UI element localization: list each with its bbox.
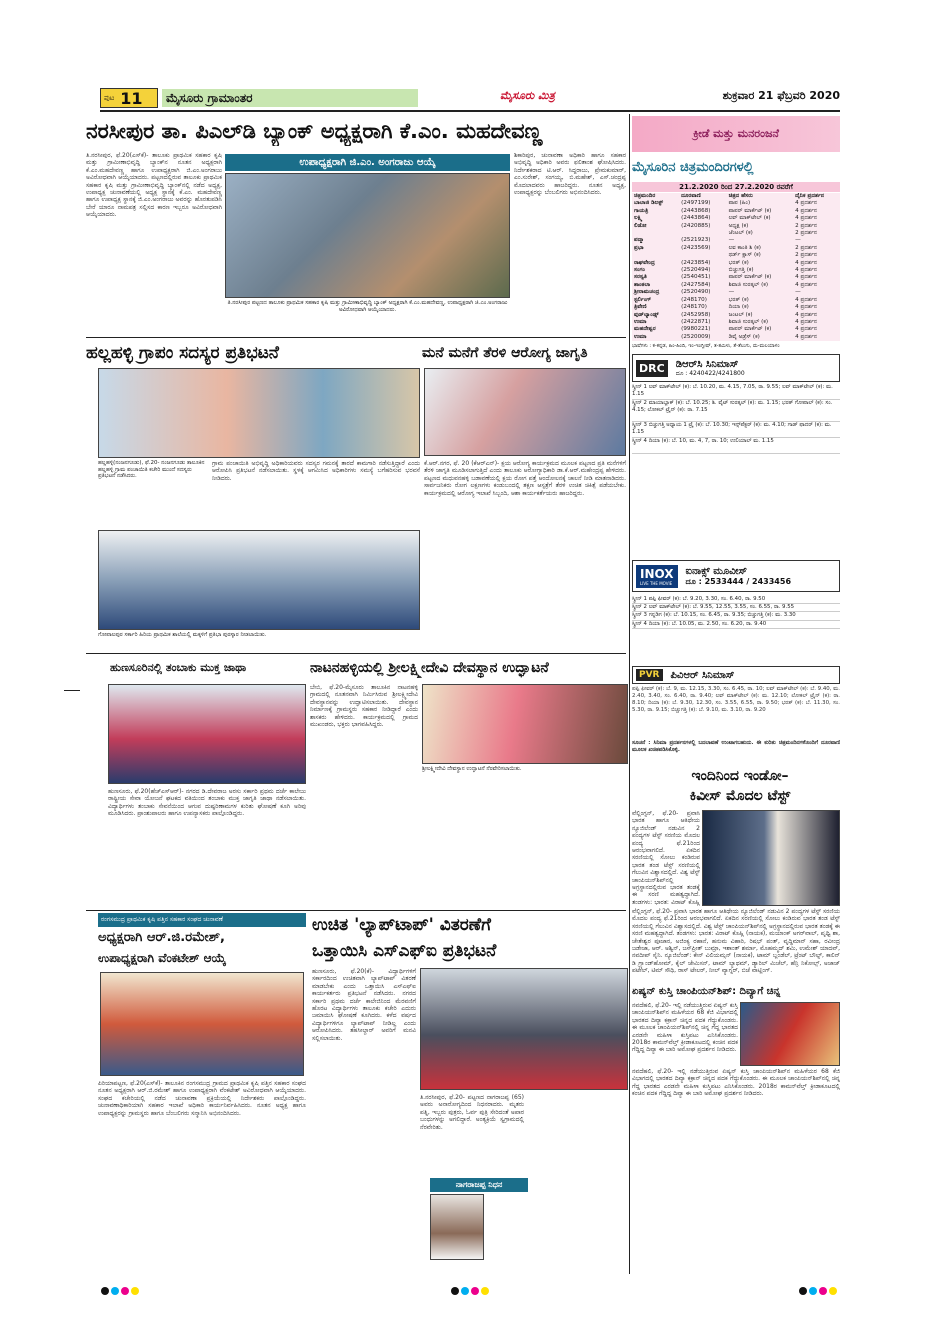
cinema-row [632,297,840,304]
cinema-shows: 4 ಪ್ರದರ್ಶನ [795,207,818,214]
inox-row: ಸ್ಕ್ರೀನ್ 3 ಗನ್ನಡಿಗ (ಕ): ಬೆ. 10.15, ಸಂ. 6.45, ರಾ. 9.35; ಬಿಚ್ಚುಗತ್ತಿ (ಕ): ಮ. 3.30 [632,612,840,620]
cinema-theatre: ಲಕ್ಷ್ಮಿ [634,215,643,222]
cinema-shows: 2 ಪ್ರದರ್ಶನ [795,252,818,259]
page-label: ಪುಟ [104,93,115,102]
cinema-theatre: ಪದ್ಮಾ [634,237,644,244]
cinema-row [632,260,840,267]
cinema-table-header [632,193,840,200]
health-body: ಕೆ.ಆರ್.ನಗರ, ಫೆ. 20 (ಕೆಆರ್‌ಎನ್)- ಕ್ಷಯ ಆರೋಗ್ಯ ಕಾರ್ಯಕ್ರಮದ ಮೂಲಕ ಪಟ್ಟಣದ ಪ್ರತಿ ಮನೆಗಳಿಗೆ ತೆರಳಿ ಜಾಗೃತಿ ಮೂಡಿಸಲಾಗುತ್ತಿದೆ ಎಂದು ತಾಲೂಕು ಆರೋಗ್ಯಾಧಿಕಾರಿ ಡಾ.ಕೆ.ಆರ್.ಮಹೇಂದ್ರಪ್ಪ ಹೇಳಿದರು. ಪಟ್ಟಣದ ಮಧುವನಹಳ್ಳಿ ಬಡಾವಣೆಯಲ್ಲಿ ಕ್ಷಯ ರೋಗ ಪತ್ತೆ ಆಂದೋಲನಕ್ಕೆ ಚಾಲನೆ ನೀಡಿ ಮಾತನಾಡಿದರು. ಸಾರ್ವಜನಿಕರು ರೋಗ ಲಕ್ಷಣಗಳು ಕಂಡುಬಂದಲ್ಲಿ ತಕ್ಷಣ ಆಸ್ಪತ್ರೆಗೆ ತೆರಳಿ ಉಚಿತ ಚಿಕಿತ್ಸೆ ಪಡೆಯಬೇಕು. ಕಾರ್ಯಕ್ರಮದಲ್ಲಿ ಆರೋಗ್ಯ ಇಲಾಖೆ ಸಿಬ್ಬಂದಿ, ಆಶಾ ಕಾರ್ಯಕರ್ತೆಯರು ಹಾಜರಿದ್ದರು. [424,460,626,497]
drc-row: ಸ್ಕ್ರೀನ್ 1 ಲವ್ ಮಾಕ್‌ಟೇಲ್ (ಕ): ಬೆ. 10.20, ಮ. 4.15, 7.05, ರಾ. 9.55; ಲವ್ ಮಾಕ್‌ಟೇಲ್ (ಕ): ಮ. 1.15 [632,384,840,400]
inox-row: ಸ್ಕ್ರೀನ್ 1 ಪಪ್ಪಿ ಫೀವರ್ (ಕ): ಬೆ. 9.20, 3.30, ಸಂ. 6.40, ರಾ. 9.50 [632,596,840,604]
drc-row: ಸ್ಕ್ರೀನ್ 2 ಮಾಯಾಬ್ಲಾಕ್ (ಕ): ಬೆ. 10.25; ಶಿ. ವೈಟ್ ಸುರತ್ಕಲ್ (ಕ): ಮ. 1.15; ಭರತ್ ಗೋಪಾಲ್ (ಕ): ಸಂ. 4.15; ಲೋಕಲ್ ಟ್ರೈನ್ (ಕ): ರಾ. 7.15 [632,400,840,422]
laptop-photo [420,968,628,1090]
cinema-row [632,312,840,319]
cinema-shows: 4 ಪ್ರದರ್ಶನ [795,259,818,266]
cinema-shows: 2 ಪ್ರದರ್ಶನ [795,222,818,229]
lead-headline: ನರಸೀಪುರ ತಾ. ಪಿಎಲ್‌ಡಿ ಬ್ಯಾಂಕ್ ಅಧ್ಯಕ್ಷರಾಗಿ ಕೆ.ಎಂ. ಮಹದೇವಣ್ಣ [86,119,543,143]
cinema-phone: (2422871) [681,318,711,325]
registration-dots-left [100,1280,140,1299]
cinema-title: ಮೈಸೂರಿನ ಚಿತ್ರಮಂದಿರಗಳಲ್ಲಿ [632,160,754,175]
drc-logo: DRC [636,360,668,377]
cinema-row [632,267,840,274]
cinema-date-range: 21.2.2020 ರಿಂದ 27.2.2020 ರವರೆಗೆ [632,182,840,192]
cooperative-headline-1: ಅಧ್ಯಕ್ಷರಾಗಿ ಆರ್.ಜಿ.ರಮೇಶ್, [98,930,225,945]
header-rule [100,110,840,112]
cinema-col-phone: ದೂರವಾಣಿ [681,193,701,199]
cinema-theatre: ಸ್ಟರ್ಲಿಂಗ್ [634,296,652,303]
cricket-body-top: ವೆಲ್ಲಿಂಗ್ಟನ್, ಫೆ.20- ಪ್ರವಾಸಿ ಭಾರತ ಹಾಗೂ ಆತಿಥೇಯ ನ್ಯೂಜಿಲೆಂಡ್ ನಡುವಿನ 2 ಪಂದ್ಯಗಳ ಟೆಸ್ಟ್ ಸರಣಿಯ ಮೊದಲ ಪಂದ್ಯ ಫೆ.21ರಿಂದ ಆರಂಭವಾಗಲಿದೆ. ಏಕದಿನ ಸರಣಿಯಲ್ಲಿ ಸೋಲು ಕಂಡಿರುವ ಭಾರತ ತಂಡ ಟೆಸ್ಟ್ ಸರಣಿಯಲ್ಲಿ ಗೆಲುವಿನ ವಿಶ್ವಾಸದಲ್ಲಿದೆ. ವಿಶ್ವ ಟೆಸ್ಟ್ ಚಾಂಪಿಯನ್‌ಶಿಪ್‌ನಲ್ಲಿ ಅಗ್ರಸ್ಥಾನದಲ್ಲಿರುವ ಭಾರತ ತಂಡಕ್ಕೆ ಈ ಸರಣಿ ಮಹತ್ವದ್ದಾಗಿದೆ. ತಂಡಗಳು: ಭಾರತ: ವಿರಾಟ್ ಕೊಹ್ಲಿ [632,810,700,906]
cooperative-body: ಪಿರಿಯಾಪಟ್ಟಣ, ಫೆ.20(ಎಸ್‌ಕೆ)- ತಾಲೂಕಿನ ರಂಗಸಮುದ್ರ ಗ್ರಾಮದ ಪ್ರಾಥಮಿಕ ಕೃಷಿ ಪತ್ತಿನ ಸಹಕಾರ ಸಂಘದ ನೂತನ ಅಧ್ಯಕ್ಷರಾಗಿ ಆರ್.ಜಿ.ರಮೇಶ್ ಹಾಗೂ ಉಪಾಧ್ಯಕ್ಷರಾಗಿ ವೆಂಕಟೇಶ್ ಅವಿರೋಧವಾಗಿ ಆಯ್ಕೆಯಾದರು. ಸಂಘದ ಕಚೇರಿಯಲ್ಲಿ ನಡೆದ ಚುನಾವಣಾ ಪ್ರಕ್ರಿಯೆಯಲ್ಲಿ ನಿರ್ದೇಶಕರು ಪಾಲ್ಗೊಂಡಿದ್ದರು. ಚುನಾವಣಾಧಿಕಾರಿಯಾಗಿ ಸಹಕಾರ ಇಲಾಖೆ ಅಧಿಕಾರಿ ಕಾರ್ಯನಿರ್ವಹಿಸಿದರು. ನೂತನ ಅಧ್ಯಕ್ಷ ಹಾಗೂ ಉಪಾಧ್ಯಕ್ಷರನ್ನು ಗ್ರಾಮಸ್ಥರು ಹಾಗೂ ಬೆಂಬಲಿಗರು ಸನ್ಮಾನಿಸಿ ಅಭಿನಂದಿಸಿದರು. [98,1080,306,1117]
cinema-theatre: ಶಾಂತಲಾ [634,281,651,288]
entertainment-banner [632,116,840,152]
obituary-photo [430,1194,484,1260]
inox-title: ಐನಾಕ್ಸ್ ಮೂವೀಸ್ [685,565,748,577]
cinema-shows: 4 ಪ್ರದರ್ಶನ [795,333,818,340]
drc-row: ಸ್ಕ್ರೀನ್ 3 ಬಿಚ್ಚುಗತ್ತಿ ಅಧ್ಯಾಯ 1 ಟ್ರೈ (ಕ): ಬೆ. 10.30; ಇನ್ಸ್‌ಪೆಕ್ಟರ್ (ಕ): ಮ. 4.10; ಗಾಡ್ ಫಾದರ್ (ಕ): ಮ. 1.15 [632,422,840,438]
temple-body: ಬೇಬಿ, ಫೆ.20-ಮೈಸೂರು ತಾಲೂಕಿನ ನಾಟನಹಳ್ಳಿ ಗ್ರಾಮದಲ್ಲಿ ನೂತನವಾಗಿ ನಿರ್ಮಿಸಿರುವ ಶ್ರೀಲಕ್ಷ್ಮೀದೇವಿ ದೇವಸ್ಥಾನವನ್ನು ಉದ್ಘಾಟಿಸಲಾಯಿತು. ದೇವಸ್ಥಾನ ನಿರ್ಮಾಣಕ್ಕೆ ಗ್ರಾಮಸ್ಥರು ಸಹಕಾರ ನೀಡಿದ್ದಾರೆ ಎಂದು ಶಾಸಕರು ಹೇಳಿದರು. ಕಾರ್ಯಕ್ರಮದಲ್ಲಿ ಗ್ರಾಮದ ಮುಖಂಡರು, ಭಕ್ತರು ಭಾಗವಹಿಸಿದ್ದರು. [310,684,418,729]
hallahalli-caption-1: ಹಲ್ಲಹಳ್ಳಿ(ನಂಜನಗೂಡು), ಫೆ.20- ನಂಜನಗೂಡು ತಾಲೂಕಿನ ಹಲ್ಲಹಳ್ಳಿ ಗ್ರಾಮ ಪಂಚಾಯಿತಿ ಕಚೇರಿ ಮುಂದೆ ಸದಸ್ಯರು ಪ್ರತಿಭಟನೆ ನಡೆಸಿದರು. [98,460,205,479]
inox-phone: ದೂ : 2533444 / 2433456 [685,576,792,586]
lead-body-left: ತಿ.ನರಸೀಪುರ, ಫೆ.20(ಎಸ್‌ಕೆ)- ತಾಲೂಕು ಪ್ರಾಥಮಿಕ ಸಹಕಾರ ಕೃಷಿ ಮತ್ತು ಗ್ರಾಮೀಣಾಭಿವೃದ್ಧಿ ಬ್ಯಾಂಕ್‌ನ ನೂತನ ಅಧ್ಯಕ್ಷರಾಗಿ ಕೆ.ಎಂ.ಮಹದೇವಣ್ಣ ಹಾಗೂ ಉಪಾಧ್ಯಕ್ಷರಾಗಿ ಜಿ.ಎಂ.ಅಂಗರಾಜು ಅವಿರೋಧವಾಗಿ ಆಯ್ಕೆಯಾದರು. ಪಟ್ಟಣದಲ್ಲಿರುವ ತಾಲೂಕು ಪ್ರಾಥಮಿಕ ಸಹಕಾರ ಕೃಷಿ ಮತ್ತು ಗ್ರಾಮೀಣಾಭಿವೃದ್ಧಿ ಬ್ಯಾಂಕ್‌ನಲ್ಲಿ ನಡೆದ ಅಧ್ಯಕ್ಷ, ಉಪಾಧ್ಯಕ್ಷ ಚುನಾವಣೆಯಲ್ಲಿ ಅಧ್ಯಕ್ಷ ಸ್ಥಾನಕ್ಕೆ ಕೆ.ಎಂ. ಮಹದೇವಣ್ಣ ಹಾಗೂ ಉಪಾಧ್ಯಕ್ಷ ಸ್ಥಾನಕ್ಕೆ ಜಿ.ಎಂ.ಅಂಗರಾಜು ಅವರನ್ನು ಹೊರತುಪಡಿಸಿ ಬೇರೆ ಯಾರೂ ನಾಮಪತ್ರ ಸಲ್ಲಿಸದ ಕಾರಣ ಇಬ್ಬರೂ ಅವಿರೋಧವಾಗಿ ಆಯ್ಕೆಯಾದರು. [86,152,222,219]
cinema-shows: 2 ಪ್ರದರ್ಶನ [795,244,818,251]
registration-dot [451,1287,459,1295]
column-rule-right [629,114,630,1274]
cinema-phone: (2540451) [681,274,711,281]
mid-rule [86,653,626,654]
cinema-row [632,282,840,289]
registration-dot [461,1287,469,1295]
lead-body-right: ಶಿಕಾರಿಪುರ, ಚುನಾವಣಾ ಅಧಿಕಾರಿ ಹಾಗೂ ಸಹಕಾರ ಅಭಿವೃದ್ಧಿ ಅಧಿಕಾರಿ ಅವರು ಫಲಿತಾಂಶ ಘೋಷಿಸಿದರು. ನಿರ್ದೇಶಕರಾದ ಟಿ.ಆರ್. ಸಿದ್ದರಾಜು, ಪ್ರೇಮಕುಮಾರ್, ಎಂ.ಸುರೇಶ್, ಸಂಗಯ್ಯ, ಬಿ.ಮಹೇಶ್, ಎಸ್.ಚಂದ್ರಪ್ಪ ಮೊದಲಾದವರು ಹಾಜರಿದ್ದರು. ನೂತನ ಅಧ್ಯಕ್ಷ, ಉಪಾಧ್ಯಕ್ಷರನ್ನು ಬೆಂಬಲಿಗರು ಅಭಿನಂದಿಸಿದರು. [514,152,626,197]
cinema-row [632,245,840,252]
cinema-film: ಪಾಪ (ಹಿಂ) [728,200,751,207]
cinema-table-body [632,200,840,341]
entertainment-banner-label: ಕ್ರೀಡೆ ಮತ್ತು ಮನರಂಜನೆ [693,127,779,140]
cinema-shows: 4 ಪ್ರದರ್ಶನ [795,326,818,333]
wrestling-photo [740,1002,840,1066]
registration-dot [131,1287,139,1295]
lead-subhead: ಉಪಾಧ್ಯಕ್ಷರಾಗಿ ಜಿ.ಎಂ. ಅಂಗರಾಜು ಆಯ್ಕೆ [225,154,510,171]
cinema-phone: (2443868) [681,207,711,214]
cinema-phone: (2497199) [681,200,711,207]
hallahalli-photo-2 [98,530,420,630]
cinema-phone: (2520009) [681,333,711,340]
drc-row: ಸ್ಕ್ರೀನ್ 4 ದಿಯಾ (ಕ): ಬೆ. 10, ಮ. 4, 7, ರಾ. 10; ಉಲಿಯಾಲ್ ಮ. 1.15 [632,438,840,454]
laptop-body-2: ತಿ.ನರಸೀಪುರ, ಫೆ.20- ಪಟ್ಟಣದ ನಾಗರಾಜಪ್ಪ (65) ಅವರು ಅನಾರೋಗ್ಯದಿಂದ ನಿಧನರಾದರು. ಮೃತರು ಪತ್ನಿ, ಇಬ್ಬರು ಪುತ್ರರು, ಓರ್ವ ಪುತ್ರಿ ಸೇರಿದಂತೆ ಅಪಾರ ಬಂಧುಗಳನ್ನು ಅಗಲಿದ್ದಾರೆ. ಅಂತ್ಯಕ್ರಿಯೆ ಸ್ವಗ್ರಾಮದಲ್ಲಿ ನೆರವೇರಿತು. [420,1094,524,1131]
cinema-shows: 4 ಪ್ರದರ್ಶನ [795,274,818,281]
registration-dot [829,1287,837,1295]
inox-logo [636,565,678,588]
cinema-shows: 4 ಪ್ರದರ್ಶನ [795,281,818,288]
temple-headline: ನಾಟನಹಳ್ಳಿಯಲ್ಲಿ ಶ್ರೀಲಕ್ಷ್ಮೀದೇವಿ ದೇವಸ್ಥಾನ ಉದ್ಘಾಟನೆ [310,660,549,676]
cinema-theatre: ಸಂಗಂ [634,267,645,274]
cinema-row [632,289,840,296]
cinema-film: ಡಿವೈ ಅಡ್ರೆಸ್ (ಕ) [728,333,760,340]
cinema-phone: (2452958) [681,311,711,318]
cinema-shows: 2 ಪ್ರದರ್ಶನ [795,230,818,237]
issue-date: ಶುಕ್ರವಾರ 21 ಫೆಬ್ರವರಿ 2020 [722,89,840,102]
cinema-film: ಭರತ್ (ಕ) [728,296,749,303]
cinema-shows: 4 ಪ್ರದರ್ಶನ [795,304,818,311]
pvr-logo: PVR [636,669,663,681]
registration-dot [481,1287,489,1295]
lead-photo-caption: ತಿ.ನರಸೀಪುರ ಪಟ್ಟಣದ ತಾಲೂಕು ಪ್ರಾಥಮಿಕ ಸಹಕಾರ ಕೃಷಿ ಮತ್ತು ಗ್ರಾಮೀಣಾಭಿವೃದ್ಧಿ ಬ್ಯಾಂಕ್ ಅಧ್ಯಕ್ಷರಾಗಿ ಕೆ.ಎಂ.ಮಹದೇವಣ್ಣ, ಉಪಾಧ್ಯಕ್ಷರಾಗಿ ಜಿ.ಎಂ.ಅಂಗರಾಜು ಅವಿರೋಧವಾಗಿ ಆಯ್ಕೆಯಾದರು. [227,300,508,313]
wrestling-body-top: ನವದೆಹಲಿ, ಫೆ.20- ಇಲ್ಲಿ ನಡೆಯುತ್ತಿರುವ ಏಷ್ಯನ್ ಕುಸ್ತಿ ಚಾಂಪಿಯನ್‌ಶಿಪ್‌ನ ಮಹಿಳೆಯರ 68 ಕೆಜಿ ವಿಭಾಗದಲ್ಲಿ ಭಾರತದ ದಿವ್ಯಾ ಕಕ್ರಾನ್ ಚಿನ್ನದ ಪದಕ ಗೆದ್ದುಕೊಂಡರು. ಈ ಮೂಲಕ ಚಾಂಪಿಯನ್‌ಶಿಪ್‌ನಲ್ಲಿ ಚಿನ್ನ ಗೆದ್ದ ಭಾರತದ ಎರಡನೇ ಮಹಿಳಾ ಕುಸ್ತಿಪಟು ಎನಿಸಿಕೊಂಡರು. 2018ರ ಕಾಮನ್‌ವೆಲ್ತ್ ಕ್ರೀಡಾಕೂಟದಲ್ಲಿ ಕಂಚಿನ ಪದಕ ಗೆದ್ದಿದ್ದ ದಿವ್ಯಾ ಈ ಬಾರಿ ಅಮೋಘ ಪ್ರದರ್ಶನ ನೀಡಿದರು. [632,1002,738,1054]
cinema-row [632,223,840,230]
cinema-shows: 4 ಪ್ರದರ್ಶನ [795,215,818,222]
cinema-phone: (2520494) [681,267,711,274]
cinema-theatre: ಮಹದೇಶ್ವರ [634,326,656,333]
cinema-phone: (9980221) [681,326,711,333]
cinema-phone: (248170) [681,296,707,303]
drc-rows [632,384,840,454]
cinema-theatre: ಲಿಡೋ [634,222,647,229]
cinema-theatre: ಶ್ರೀರಾಮಚಂದ್ರ [634,289,660,296]
cinema-film: ಪಾಪರ್ ಮಾರ್ಕೆಟ್ (ಕ) [728,207,772,214]
cinema-row [632,334,840,341]
cinema-col-shows: ದೈನಿಕ ಪ್ರದರ್ಶನ [795,193,825,199]
hallahalli-caption-2: ಗೋಪಾಲಪುರ ಸರ್ಕಾರಿ ಹಿರಿಯ ಪ್ರಾಥಮಿಕ ಶಾಲೆಯಲ್ಲಿ ಮಕ್ಕಳಿಗೆ ಪ್ರತಿಭಾ ಪುರಸ್ಕಾರ ನೀಡಲಾಯಿತು. [98,632,267,638]
hallahalli-headline: ಹಲ್ಲಹಳ್ಳಿ ಗ್ರಾಪಂ ಸದಸ್ಯರ ಪ್ರತಿಭಟನೆ [86,343,279,363]
pvr-title: ಪಿವಿಆರ್ ಸಿನಿಮಾಸ್ [670,669,735,681]
cinema-theatre: ಸರಸ್ವತಿ [634,274,647,281]
health-headline: ಮನೆ ಮನೆಗೆ ತೆರಳಿ ಆರೋಗ್ಯ ಜಾಗೃತಿ [422,345,588,361]
cinema-theatre: ತ್ರಿವೇಣಿ [634,304,647,311]
cinema-row [632,215,840,222]
cinema-phone [679,230,726,237]
drc-phone: ದೂ : 4240422/4241800 [675,369,745,377]
inox-row: ಸ್ಕ್ರೀನ್ 4 ದಿಯಾ (ಕ): ಬೆ. 10.05, ಮ. 2.50, ಸಂ. 6.20, ರಾ. 9.40 [632,621,840,629]
cinema-shows: 4 ಪ್ರದರ್ಶನ [795,311,818,318]
cinema-film: ಅಧ್ಯಕ್ಷ (ಕ) [728,222,749,229]
pvr-body: ಪಪ್ಪಿ ಫೀವರ್ (ಕ): ಬೆ. 9, ಮ. 12.15, 3.30, ಸಂ. 6.45, ರಾ. 10; ಲವ್ ಮಾಕ್‌ಟೇಲ್ (ಕ): ಬೆ. 9.40, ಮ. 2.40, 3.40, ಸಂ. 6.40, ರಾ. 9.40; ಲವ್ ಮಾಕ್‌ಟೇಲ್ (ಕ): ಮ. 12.10; ಲೋಕಲ್ ಟ್ರೈನ್ (ಕ): ರಾ. 8.10; ದಿಯಾ (ಕ): ಬೆ. 9.30, 12.30, ಸಂ. 3.55, 6.55, ರಾ. 9.50; ಭರತ್ (ಕ): ಬೆ. 11.30, ಸಂ. 5.30, ರಾ. 9.15; ಬಿಚ್ಚುಗತ್ತಿ (ಕ): ಬೆ. 9.10, ಮ. 3.10, ರಾ. 9.20 [632,686,840,713]
cinema-row [632,200,840,207]
cinema-film: ಜಂಟಲ್ (ಕ) [728,311,753,318]
registration-dot [819,1287,827,1295]
cinema-phone: (2520490) [681,289,711,296]
cinema-row [632,274,840,281]
cinema-phone: (2443864) [681,215,711,222]
registration-dot [471,1287,479,1295]
registration-dot [809,1287,817,1295]
cinema-film: ಭರತ್ (ಕ) [728,259,749,266]
hallahalli-body: ಗ್ರಾಮ ಪಂಚಾಯಿತಿ ಅಭಿವೃದ್ಧಿ ಅಧಿಕಾರಿಯವರು ಸದಸ್ಯರ ಗಮನಕ್ಕೆ ತಾರದೆ ಕಾಮಗಾರಿ ನಡೆಸುತ್ತಿದ್ದಾರೆ ಎಂದು ಆರೋಪಿಸಿ ಪ್ರತಿಭಟನೆ ನಡೆಸಲಾಯಿತು. ಸ್ಥಳಕ್ಕೆ ಆಗಮಿಸಿದ ಅಧಿಕಾರಿಗಳು ಸಮಸ್ಯೆ ಬಗೆಹರಿಸುವ ಭರವಸೆ ನೀಡಿದರು. [212,460,420,482]
cinema-phone: (2427584) [681,281,711,288]
cinema-film: — [728,289,735,296]
temple-photo [422,684,628,764]
cinema-film: ಲವ್ ಮಾಕ್‌ಟೇಲ್ (ಕ) [728,215,771,222]
page-number-badge [100,88,158,108]
cinema-table [632,193,840,341]
cooperative-kicker: ರಂಗಸಮುದ್ರ ಪ್ರಾಥಮಿಕ ಕೃಷಿ ಪತ್ತಿನ ಸಹಕಾರ ಸಂಘದ ಚುನಾವಣೆ [98,913,306,927]
cinema-row [632,230,840,237]
margin-dash [64,690,80,691]
cinema-shows: 4 ಪ್ರದರ್ಶನ [795,200,818,207]
cinema-row [632,326,840,333]
cinema-shows: — [795,237,801,244]
cinema-phone: (248170) [681,304,707,311]
registration-dot [101,1287,109,1295]
cinema-film: ಥರ್ಡ್ ಕ್ಲಾಸ್ (ಕ) [728,252,761,259]
hallahalli-photo-1 [98,368,420,458]
temple-caption: ಶ್ರೀಲಕ್ಷ್ಮೀದೇವಿ ದೇವಸ್ಥಾನ ಉದ್ಘಾಟನೆ ನೆರವೇರಿಸಲಾಯಿತು. [422,766,522,772]
cinema-film: ಶಿವಾಜಿ ಸುರತ್ಕಲ್ (ಕ) [728,318,769,325]
registration-dots-center [450,1280,490,1299]
section-label: ಮೈಸೂರು ಗ್ರಾಮಾಂತರ [162,89,418,107]
hunsur-headline: ಹುಣಸೂರಿನಲ್ಲಿ ತಂಬಾಕು ಮುಕ್ತ ಜಾಥಾ [110,661,247,674]
health-photo [424,368,626,456]
inox-rows [632,596,840,662]
cinema-phone: (2521923) [681,237,711,244]
cinema-shows: — [795,289,801,296]
cinema-theatre [632,252,679,259]
cinema-col-theatre: ಚಿತ್ರಮಂದಿರ [634,193,656,199]
registration-dot [121,1287,129,1295]
inox-logo-text: INOX [640,566,674,581]
laptop-body: ಹುಣಸೂರು, ಫೆ.20(ಕೆ)- ವಿದ್ಯಾರ್ಥಿಗಳಿಗೆ ಸರ್ಕಾರದಿಂದ ಉಚಿತವಾಗಿ ಲ್ಯಾಪ್‌ಟಾಪ್ ವಿತರಣೆ ಮಾಡಬೇಕು ಎಂದು ಒತ್ತಾಯಿಸಿ ಎಸ್‌ಎಫ್‌ಐ ಕಾರ್ಯಕರ್ತರು ಪ್ರತಿಭಟನೆ ನಡೆಸಿದರು. ನಗರದ ಸರ್ಕಾರಿ ಪ್ರಥಮ ದರ್ಜೆ ಕಾಲೇಜಿನಿಂದ ಮೆರವಣಿಗೆ ಹೊರಟ ವಿದ್ಯಾರ್ಥಿಗಳು ತಾಲೂಕು ಕಚೇರಿ ಎದುರು ಜಮಾಯಿಸಿ ಘೋಷಣೆ ಕೂಗಿದರು. ಕಳೆದ ವರ್ಷದ ವಿದ್ಯಾರ್ಥಿಗಳಿಗೂ ಲ್ಯಾಪ್‌ಟಾಪ್ ನೀಡಿಲ್ಲ ಎಂದು ಆರೋಪಿಸಿದರು. ತಹಸೀಲ್ದಾರ್ ಅವರಿಗೆ ಮನವಿ ಸಲ್ಲಿಸಲಾಯಿತು. [312,968,416,1042]
registration-dot [111,1287,119,1295]
cinema-film: ಪಾಪರ್ ಮಾರ್ಕೆಟ್ (ಕ) [728,326,772,333]
cinema-row [632,237,840,244]
pvr-header [632,666,840,684]
cinema-row [632,304,840,311]
cricket-headline-1: ಇಂದಿನಿಂದ ಇಂಡೋ– [691,768,789,784]
cinema-phone: (2423854) [681,259,711,266]
wrestling-body: ನವದೆಹಲಿ, ಫೆ.20- ಇಲ್ಲಿ ನಡೆಯುತ್ತಿರುವ ಏಷ್ಯನ್ ಕುಸ್ತಿ ಚಾಂಪಿಯನ್‌ಶಿಪ್‌ನ ಮಹಿಳೆಯರ 68 ಕೆಜಿ ವಿಭಾಗದಲ್ಲಿ ಭಾರತದ ದಿವ್ಯಾ ಕಕ್ರಾನ್ ಚಿನ್ನದ ಪದಕ ಗೆದ್ದುಕೊಂಡರು. ಈ ಮೂಲಕ ಚಾಂಪಿಯನ್‌ಶಿಪ್‌ನಲ್ಲಿ ಚಿನ್ನ ಗೆದ್ದ ಭಾರತದ ಎರಡನೇ ಮಹಿಳಾ ಕುಸ್ತಿಪಟು ಎನಿಸಿಕೊಂಡರು. 2018ರ ಕಾಮನ್‌ವೆಲ್ತ್ ಕ್ರೀಡಾಕೂಟದಲ್ಲಿ ಕಂಚಿನ ಪದಕ ಗೆದ್ದಿದ್ದ ದಿವ್ಯಾ ಈ ಬಾರಿ ಅಮೋಘ ಪ್ರದರ್ಶನ ನೀಡಿದರು. [632,1068,840,1098]
cinema-phone: (2420885) [681,222,711,229]
cinema-shows: 4 ಪ್ರದರ್ಶನ [795,296,818,303]
cinema-row [632,252,840,259]
cinema-film: — [728,237,735,244]
cinema-row [632,319,840,326]
cinema-theatre: ಬಾಲಾಜಿ ಡಿಲಕ್ಸ್ [634,200,664,207]
cinema-shows: 4 ಪ್ರದರ್ಶನ [795,318,818,325]
drc-title: ಡಿಆರ್‌ಸಿ ಸಿನಿಮಾಸ್ [675,358,739,370]
cinema-col-film: ಚಿತ್ರದ ಹೆಸರು [728,193,753,199]
hunsur-body: ಹುಣಸೂರು, ಫೆ.20(ಹೆಚ್‌ಎಸ್‌ಆರ್)- ನಗರದ ಡಿ.ದೇವರಾಜ ಅರಸು ಸರ್ಕಾರಿ ಪ್ರಥಮ ದರ್ಜೆ ಕಾಲೇಜು ರಾಷ್ಟ್ರೀಯ ಸೇವಾ ಯೋಜನೆ ಘಟಕದ ವತಿಯಿಂದ ತಂಬಾಕು ಮುಕ್ತ ಜಾಗೃತಿ ಜಾಥಾ ನಡೆಸಲಾಯಿತು. ವಿದ್ಯಾರ್ಥಿಗಳು ತಂಬಾಕು ಸೇವನೆಯಿಂದ ಆಗುವ ದುಷ್ಪರಿಣಾಮಗಳ ಕುರಿತು ಘೋಷಣೆ ಕೂಗಿ ಅರಿವು ಮೂಡಿಸಿದರು. ಪ್ರಾಂಶುಪಾಲರು ಹಾಗೂ ಉಪನ್ಯಾಸಕರು ಪಾಲ್ಗೊಂಡಿದ್ದರು. [108,788,306,818]
inox-row: ಸ್ಕ್ರೀನ್ 2 ಲವ್ ಮಾಕ್‌ಟೇಲ್ (ಕ): ಬೆ. 9.55, 12.55, 3.55, ಸಂ. 6.55, ರಾ. 9.55 [632,604,840,612]
cooperative-headline-2: ಉಪಾಧ್ಯಕ್ಷರಾಗಿ ವೆಂಕಟೇಶ್ ಆಯ್ಕೆ [98,951,227,965]
lead-photo [225,173,510,298]
obituary-label: ನಾಗರಾಜಪ್ಪ ನಿಧನ [430,1178,528,1192]
cinema-phone: (2423569) [681,244,711,251]
masthead: ಮೈಸೂರು ಮಿತ್ರ [500,89,555,102]
cooperative-photo [100,972,304,1076]
cinema-theatre: ರಾಘವೇಂದ್ರ [634,259,655,266]
cinema-theatre [632,230,679,237]
cricket-photo [702,810,840,906]
pvr-note: ಸೂಚನೆ : ಸಿನಿಮಾ ಪ್ರದರ್ಶನಗಳಲ್ಲಿ ಬದಲಾವಣೆ ಉಂಟಾಗಬಹುದು. ಈ ಕುರಿತು ಚಿತ್ರಮಂದಿರಗಳೊಂದಿಗೆ ದೂರವಾಣಿ ಮೂಲಕ ಖಚಿತಪಡಿಸಿಕೊಳ್ಳಿ. [632,740,840,754]
page-header [100,88,840,110]
cinema-phone [679,252,726,259]
registration-dot [799,1287,807,1295]
cinema-film: ಜೆಂಟಲ್ (ಕ) [728,230,753,237]
page-number: 11 [120,88,143,108]
cinema-theatre: ಉಮಾ [634,333,647,340]
cinema-theatre: ಉಮಾ [634,318,647,325]
cinema-theatre: ವುಡ್‌ಲ್ಯಾಂಡ್ಸ್ [634,311,659,318]
inox-header [632,560,840,592]
cinema-film: ಪಾಪರ್ ಮಾರ್ಕೆಟ್ (ಕ) [728,274,772,281]
laptop-headline-2: ಒತ್ತಾಯಿಸಿ ಎಸ್‌ಎಫ್‌ಐ ಪ್ರತಿಭಟನೆ [312,941,497,961]
cinema-theatre: ಗಾಯತ್ರಿ [634,207,649,214]
cinema-row [632,208,840,215]
cinema-shows: 4 ಪ್ರದರ್ಶನ [795,267,818,274]
cricket-headline-2: ಕಿವೀಸ್ ಮೊದಲ ಟೆಸ್ಟ್ [689,788,791,804]
registration-dots-right [798,1280,838,1299]
cinema-listing [632,193,840,341]
inox-logo-sub: LIVE THE MOVIE [640,580,673,586]
laptop-headline-1: ಉಚಿತ 'ಲ್ಯಾಪ್‌ಟಾಪ್' ವಿತರಣೆಗೆ [312,915,491,935]
cinema-theatre: ಪ್ರಭಾ [634,244,644,251]
drc-header [632,354,840,382]
lower-rule [86,910,626,911]
lead-rule [86,337,626,338]
cinema-film: ಲವ ಕಾಂತಿ ಶಿ (ಕ) [728,244,761,251]
wrestling-headline: ಏಷ್ಯನ್ ಕುಸ್ತಿ ಚಾಂಪಿಯನ್‌ಶಿಪ್: ದಿವ್ಯಾಗೆ ಚಿನ್ನ [632,986,781,997]
cinema-film: ಬಿಚ್ಚುಗತ್ತಿ (ಕ) [728,267,754,274]
hunsur-photo [108,684,306,784]
cricket-body: ವೆಲ್ಲಿಂಗ್ಟನ್, ಫೆ.20- ಪ್ರವಾಸಿ ಭಾರತ ಹಾಗೂ ಆತಿಥೇಯ ನ್ಯೂಜಿಲೆಂಡ್ ನಡುವಿನ 2 ಪಂದ್ಯಗಳ ಟೆಸ್ಟ್ ಸರಣಿಯ ಮೊದಲ ಪಂದ್ಯ ಫೆ.21ರಿಂದ ಆರಂಭವಾಗಲಿದೆ. ಏಕದಿನ ಸರಣಿಯಲ್ಲಿ ಸೋಲು ಕಂಡಿರುವ ಭಾರತ ತಂಡ ಟೆಸ್ಟ್ ಸರಣಿಯಲ್ಲಿ ಗೆಲುವಿನ ವಿಶ್ವಾಸದಲ್ಲಿದೆ. ವಿಶ್ವ ಟೆಸ್ಟ್ ಚಾಂಪಿಯನ್‌ಶಿಪ್‌ನಲ್ಲಿ ಅಗ್ರಸ್ಥಾನದಲ್ಲಿರುವ ಭಾರತ ತಂಡಕ್ಕೆ ಈ ಸರಣಿ ಮಹತ್ವದ್ದಾಗಿದೆ. ತಂಡಗಳು: ಭಾರತ: ವಿರಾಟ್ ಕೊಹ್ಲಿ (ನಾಯಕ), ಮಯಾಂಕ್ ಅಗರ್‌ವಾಲ್, ಪೃಥ್ವಿ ಶಾ, ಚೇತೇಶ್ವರ ಪೂಜಾರ, ಅಜಿಂಕ್ಯ ರಹಾನೆ, ಹನುಮ ವಿಹಾರಿ, ರಿಷಭ್ ಪಂತ್, ವೃದ್ಧಿಮಾನ್ ಸಹಾ, ರವೀಂದ್ರ ಜಡೇಜಾ, ಆರ್. ಅಶ್ವಿನ್, ಜಸ್‌ಪ್ರೀತ್ ಬುಮ್ರಾ, ಇಶಾಂತ್ ಶರ್ಮಾ, ಮೊಹಮ್ಮದ್ ಶಮಿ, ಉಮೇಶ್ ಯಾದವ್, ನವದೀಪ್ ಸೈನಿ. ನ್ಯೂಜಿಲೆಂಡ್: ಕೇನ್ ವಿಲಿಯಮ್ಸನ್ (ನಾಯಕ), ಟಾಮ್ ಬ್ಲಂಡೆಲ್, ಟ್ರೆಂಟ್ ಬೌಲ್ಟ್, ಕಾಲಿನ್ ಡಿ ಗ್ರ್ಯಾಂಡ್‌ಹೋಮ್, ಕೈಲ್ ಜೇಮಿಸನ್, ಟಾಮ್ ಲ್ಯಾಥಮ್, ಡ್ಯಾರಿಲ್ ಮಿಚೆಲ್, ಹೆನ್ರಿ ನಿಕೋಲ್ಸ್, ಅಜಾಜ್ ಪಟೇಲ್, ಟಿಮ್ ಸೌಥಿ, ರಾಸ್ ಟೇಲರ್, ನೀಲ್ ವ್ಯಾಗ್ನರ್, ಬಿಜೆ ವಾಟ್ಲಿಂಗ್. [632,908,840,975]
cinema-legend: ಭಾಷೆಗಳು : ಕ-ಕನ್ನಡ, ಹಿಂ-ಹಿಂದಿ, ಇಂ-ಇಂಗ್ಲೀಷ್, ತ-ತಮಿಳು, ತೆ-ತೆಲುಗು, ಮ-ಮಲಯಾಳಂ [632,343,780,349]
cinema-film: ದಿಯಾ (ಕ) [728,304,749,311]
cinema-film: ಶಿವಾಜಿ ಸುರತ್ಕಲ್ (ಕ) [728,281,769,288]
